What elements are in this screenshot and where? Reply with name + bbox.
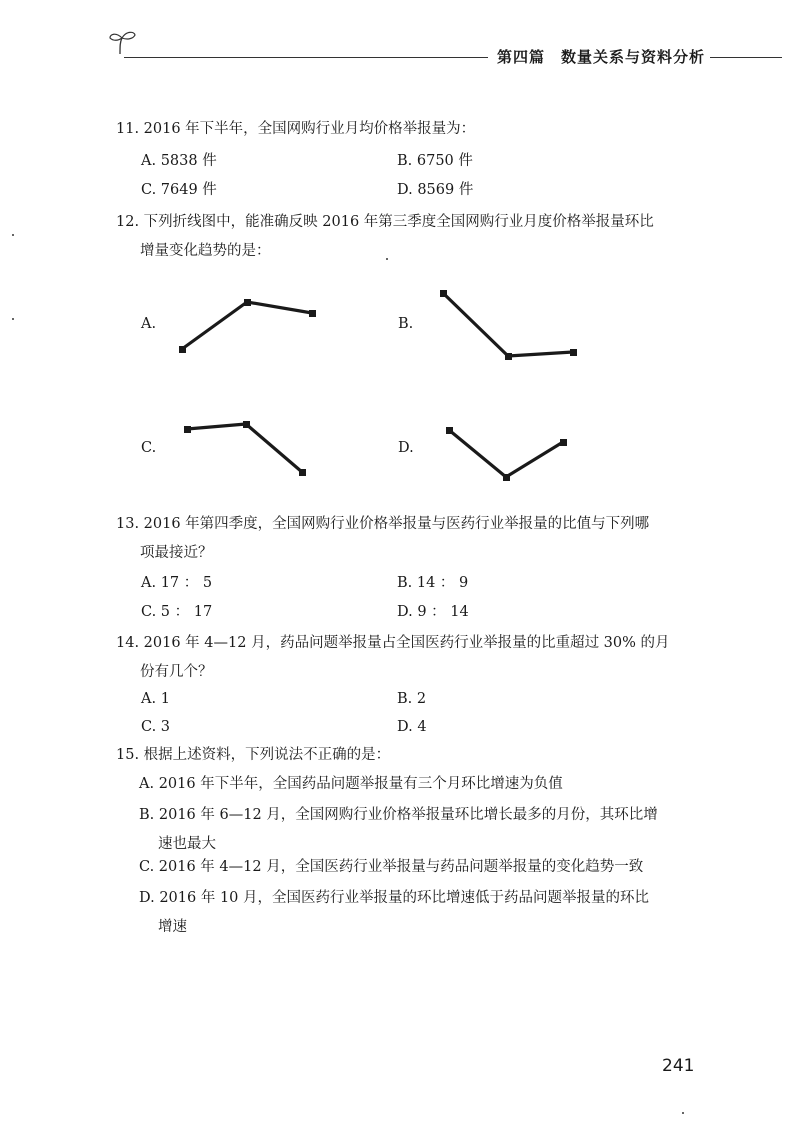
q15-option-b[interactable]: B. 2016 年 6—12 月，全国网购行业价格举报量环比增长最多的月份，其环比增 [139,807,658,823]
q13-option-b[interactable]: B. 14 ： 9 [397,575,469,591]
option-d-marker [446,427,453,434]
part-label: 第四篇 [497,48,546,66]
question-11-stem: 11. 2016 年下半年，全国网购行业月均价格举报量为： [116,121,476,137]
q14-option-c[interactable]: C. 3 [141,719,171,735]
q15-option-b-cont: 速也最大 [158,836,216,852]
option-b-marker [505,353,512,360]
q15-option-a[interactable]: A. 2016 年下半年，全国药品问题举报量有三个月环比增速为负值 [139,776,563,792]
q13-option-d[interactable]: D. 9 ： 14 [397,604,469,620]
q13-option-a[interactable]: A. 17 ： 5 [141,575,213,591]
question-13-stem-line1: 13. 2016 年第四季度，全国网购行业价格举报量与医药行业举报量的比值与下列哪 [116,516,650,532]
option-a-marker [179,346,186,353]
option-b-marker [440,290,447,297]
q12-option-c-label[interactable]: C. [141,440,157,456]
option-c-line [187,424,302,472]
option-c-marker [299,469,306,476]
option-b-line [443,293,573,356]
scan-speck [682,1112,684,1114]
question-14-stem-line1: 14. 2016 年 4—12 月，药品问题举报量占全国医药行业举报量的比重超过 30% 的月 [116,635,670,651]
q14-option-a[interactable]: A. 1 [141,691,170,707]
question-15-stem: 15. 根据上述资料，下列说法不正确的是： [116,747,391,763]
question-13-stem-line2: 项最接近？ [140,545,213,561]
page-number: 241 [662,1056,695,1076]
q14-option-d[interactable]: D. 4 [397,719,427,735]
option-b-marker [570,349,577,356]
q12-option-d-label[interactable]: D. [398,440,414,456]
q15-option-c[interactable]: C. 2016 年 4—12 月，全国医药行业举报量与药品问题举报量的变化趋势一致 [139,859,644,875]
q11-option-b[interactable]: B. 6750 件 [397,153,473,169]
q12-option-a-label[interactable]: A. [141,316,157,332]
option-d-marker [560,439,567,446]
scan-speck [12,318,14,320]
option-d-line [449,430,563,477]
q12-line-charts [0,0,800,520]
option-c-marker [243,421,250,428]
scan-speck [12,234,14,236]
q14-option-b[interactable]: B. 2 [397,691,427,707]
option-a-line [182,302,312,349]
scan-speck [386,258,388,260]
option-d-marker [503,474,510,481]
option-a-marker [309,310,316,317]
q13-option-c[interactable]: C. 5 ： 17 [141,604,213,620]
question-12-stem-line2: 增量变化趋势的是： [140,243,271,259]
q15-option-d-cont: 增速 [158,919,187,935]
option-a-marker [244,299,251,306]
question-14-stem-line2: 份有几个？ [140,664,213,680]
option-c-marker [184,426,191,433]
q12-option-b-label[interactable]: B. [398,316,414,332]
q11-option-d[interactable]: D. 8569 件 [397,182,474,198]
q11-option-a[interactable]: A. 5838 件 [141,153,217,169]
q15-option-d[interactable]: D. 2016 年 10 月，全国医药行业举报量的环比增速低于药品问题举报量的环比 [139,890,650,906]
q11-option-c[interactable]: C. 7649 件 [141,182,217,198]
part-title: 数量关系与资料分析 [561,48,706,66]
question-12-stem-line1: 12. 下列折线图中，能准确反映 2016 年第三季度全国网购行业月度价格举报量环比 [116,214,654,230]
